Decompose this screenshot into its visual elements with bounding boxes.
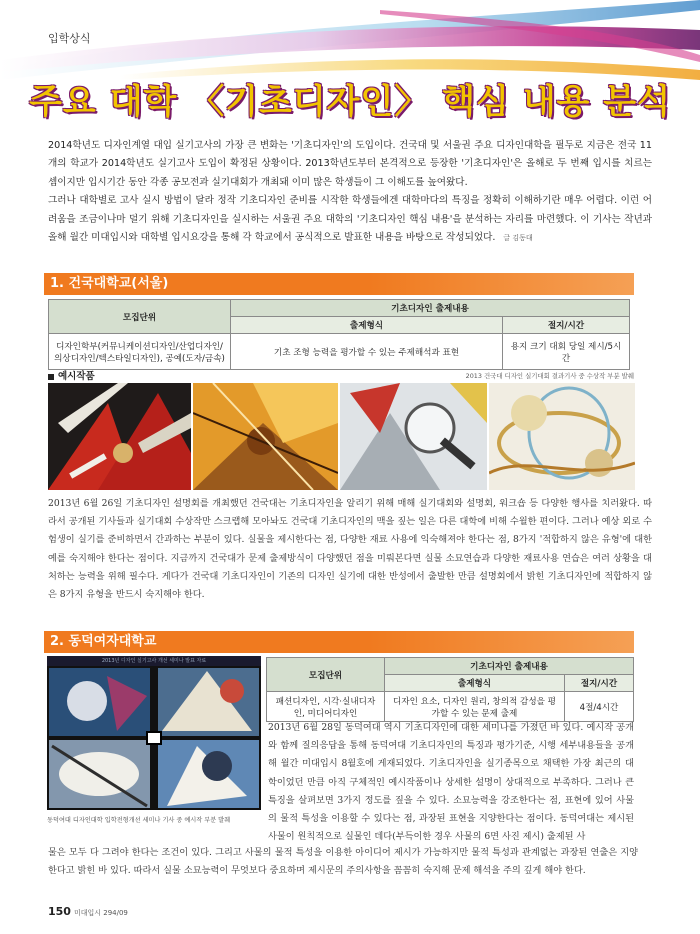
section-1-heading: 1. 건국대학교(서울) bbox=[44, 273, 634, 295]
sample-artwork-4 bbox=[489, 383, 635, 490]
intro-paragraph-2 bbox=[48, 192, 652, 247]
author-credit: 글 김동대 bbox=[503, 234, 533, 243]
sample-artwork-2 bbox=[193, 383, 338, 490]
table-header-recruit: 모집단위 bbox=[49, 300, 231, 334]
section-tag: 입학상식 bbox=[48, 32, 91, 45]
bullet-square-icon bbox=[48, 374, 54, 380]
section-2-table bbox=[266, 657, 634, 722]
table-cell-recruit: 패션디자인, 시각·실내디자인, 미디어디자인 bbox=[267, 692, 385, 722]
image-strip-text: 2013년 디자인 실기고사 개선 세미나 발표 자료 bbox=[47, 656, 261, 666]
section-2-heading: 2. 동덕여자대학교 bbox=[44, 631, 634, 653]
section-1-table bbox=[48, 299, 630, 370]
sample-artwork-1 bbox=[48, 383, 191, 490]
section-2-sample-image bbox=[47, 656, 261, 810]
section-2-body-full: 물은 모두 다 그려야 한다는 조건이 있다. 그리고 사물의 물적 특성을 이용한 아이디어 제시가 가능하지만 물적 특성과 관계없는 과장된 연출은 지양한다고 밝힌 바 있다. 따라서 실물 소묘능력이 무엇보다 중요하며 제시문의 주의사항을 꼼꼼히 숙지해 문제 해석을 주의 깊게 해야 한다. bbox=[48, 847, 638, 877]
page-number: 150 bbox=[48, 905, 71, 918]
table-cell-recruit: 디자인학부(커뮤니케이션디자인/산업디자인/의상디자인/텍스타일디자인), 공예(도자/금속) bbox=[49, 334, 231, 370]
samples-caption: 2013 건국대 디자인 실기대회 결과기사 중 수상작 부분 발췌 bbox=[465, 372, 634, 380]
sample-grid-illustration bbox=[47, 666, 261, 810]
section-2-body-side: 2013년 6월 28일 동덕여대 역시 기초디자인에 대한 세미나를 가졌던 바 있다. 예시작 공개와 함께 질의응답을 통해 동덕여대 기초디자인의 특징과 평가기준, 시행 세부내용들을 공개해 월간 미대입시 8월호에 게재되었다. 기초디자인을 실기종목으로 채택한 가장 최근의 대학이었던 만큼 아직 구체적인 예시작품이나 상세한 설명이 상대적으로 부족하다. 그러나 큰 특징을 살펴보면 3가지 정도를 짚을 수 있다. 소묘능력을 강조한다는 점, 표현에 있어 사물의 물적 특성을 이용할 수 있다는 점, 과장된 표현을 지양한다는 점이다. 동덕여대는 제시된 사물이 원칙적으로 실물인 데다(부득이한 경우 사물의 6면 사진 제시) 출제된 사 bbox=[268, 722, 634, 843]
issue-label: 미대입시 294/09 bbox=[73, 909, 128, 917]
table-header-group: 기초디자인 출제내용 bbox=[385, 658, 634, 675]
section-2-image-caption: 동덕여대 디자인대학 입학전형개선 세미나 기사 중 예시작 부분 발췌 bbox=[47, 817, 231, 824]
sample-artwork-3 bbox=[340, 383, 487, 490]
table-cell-material: 용지 크기 대회 당일 제시/5시간 bbox=[503, 334, 630, 370]
samples-label-text: 예시작품 bbox=[58, 371, 95, 382]
table-header-recruit: 모집단위 bbox=[267, 658, 385, 692]
samples-label bbox=[48, 368, 95, 382]
table-cell-material: 4절/4시간 bbox=[565, 692, 634, 722]
table-cell-format: 디자인 요소, 디자인 원리, 창의적 감성을 평가할 수 있는 문제 출제 bbox=[385, 692, 565, 722]
table-header-format: 출제형식 bbox=[385, 675, 565, 692]
intro-paragraph-1: 2014학년도 디자인계열 대입 실기고사의 가장 큰 변화는 '기초디자인'의 도입이다. 건국대 및 서울권 주요 디자인대학을 필두로 지금은 전국 11개의 학교가 2014학년도 실기고사 도입이 확정된 상황이다. 2013학년도부터 본격적으로 등장한 '기초디자인'은 올해로 두 번째 입시를 치르는 셈이지만 입시기간 동안 각종 공모전과 실기대회가 개최돼 이미 많은 학생들이 그 이해도를 높여왔다. bbox=[48, 140, 652, 188]
section-1-body: 2013년 6월 26일 기초디자인 설명회를 개최했던 건국대는 기초디자인을 알리기 위해 매해 실기대회와 설명회, 워크숍 등 다양한 행사를 치러왔다. 따라서 공개된 기사들과 실기대회 수상작만 스크랩해 모아놔도 건국대 기초디자인의 맥을 짚는 일은 다른 대학에 비해 수월한 편이다. 그러나 예상 외로 수험생이 실기를 준비하면서 간과하는 부분이 있다. 실물을 제시한다는 점, 다양한 재료 사용에 익숙해져야 한다는 점, 8가지 '적합하지 않은 유형'에 대한 예를 숙지해야 한다는 점이다. 지금까지 건국대가 문제 출제방식이 다양했던 점을 미뤄본다면 실물 소묘연습과 다양한 재료사용 연습은 여러 상황을 대처하는 능력을 위해 필수다. 게다가 건국대 기초디자인이 기존의 디자인 실기에 대한 반성에서 출발한 만큼 설명회에서 밝힌 기초디자인에 적합하지 않은 8가지 유형을 반드시 숙지해야 한다. bbox=[48, 498, 652, 601]
intro-paragraph-2-text: 그러나 대학별로 고사 실시 방법이 달라 정작 기초디자인 준비를 시작한 학생들에겐 대학마다의 특징을 정확히 이해하기란 매우 어렵다. 이런 어려움을 조금이나마 덜기 위해 기초디자인을 실시하는 서울권 주요 대학의 '기초디자인 핵심 내용'을 분석하는 자리를 마련했다. 이 기사는 작년과 올해 월간 미대입시와 대학별 입시요강을 통해 각 학교에서 공식적으로 발표한 내용을 바탕으로 작성되었다. bbox=[48, 195, 652, 244]
table-header-material: 절지/시간 bbox=[565, 675, 634, 692]
table-header-material: 절지/시간 bbox=[503, 317, 630, 334]
intro-text bbox=[48, 137, 652, 247]
table-header-group: 기초디자인 출제내용 bbox=[231, 300, 630, 317]
table-header-format: 출제형식 bbox=[231, 317, 503, 334]
article-title: 주요 대학 〈기초디자인〉 핵심 내용 분석 bbox=[29, 82, 671, 122]
table-cell-format: 기초 조형 능력을 평가할 수 있는 주제해석과 표현 bbox=[231, 334, 503, 370]
page-footer bbox=[48, 905, 128, 918]
